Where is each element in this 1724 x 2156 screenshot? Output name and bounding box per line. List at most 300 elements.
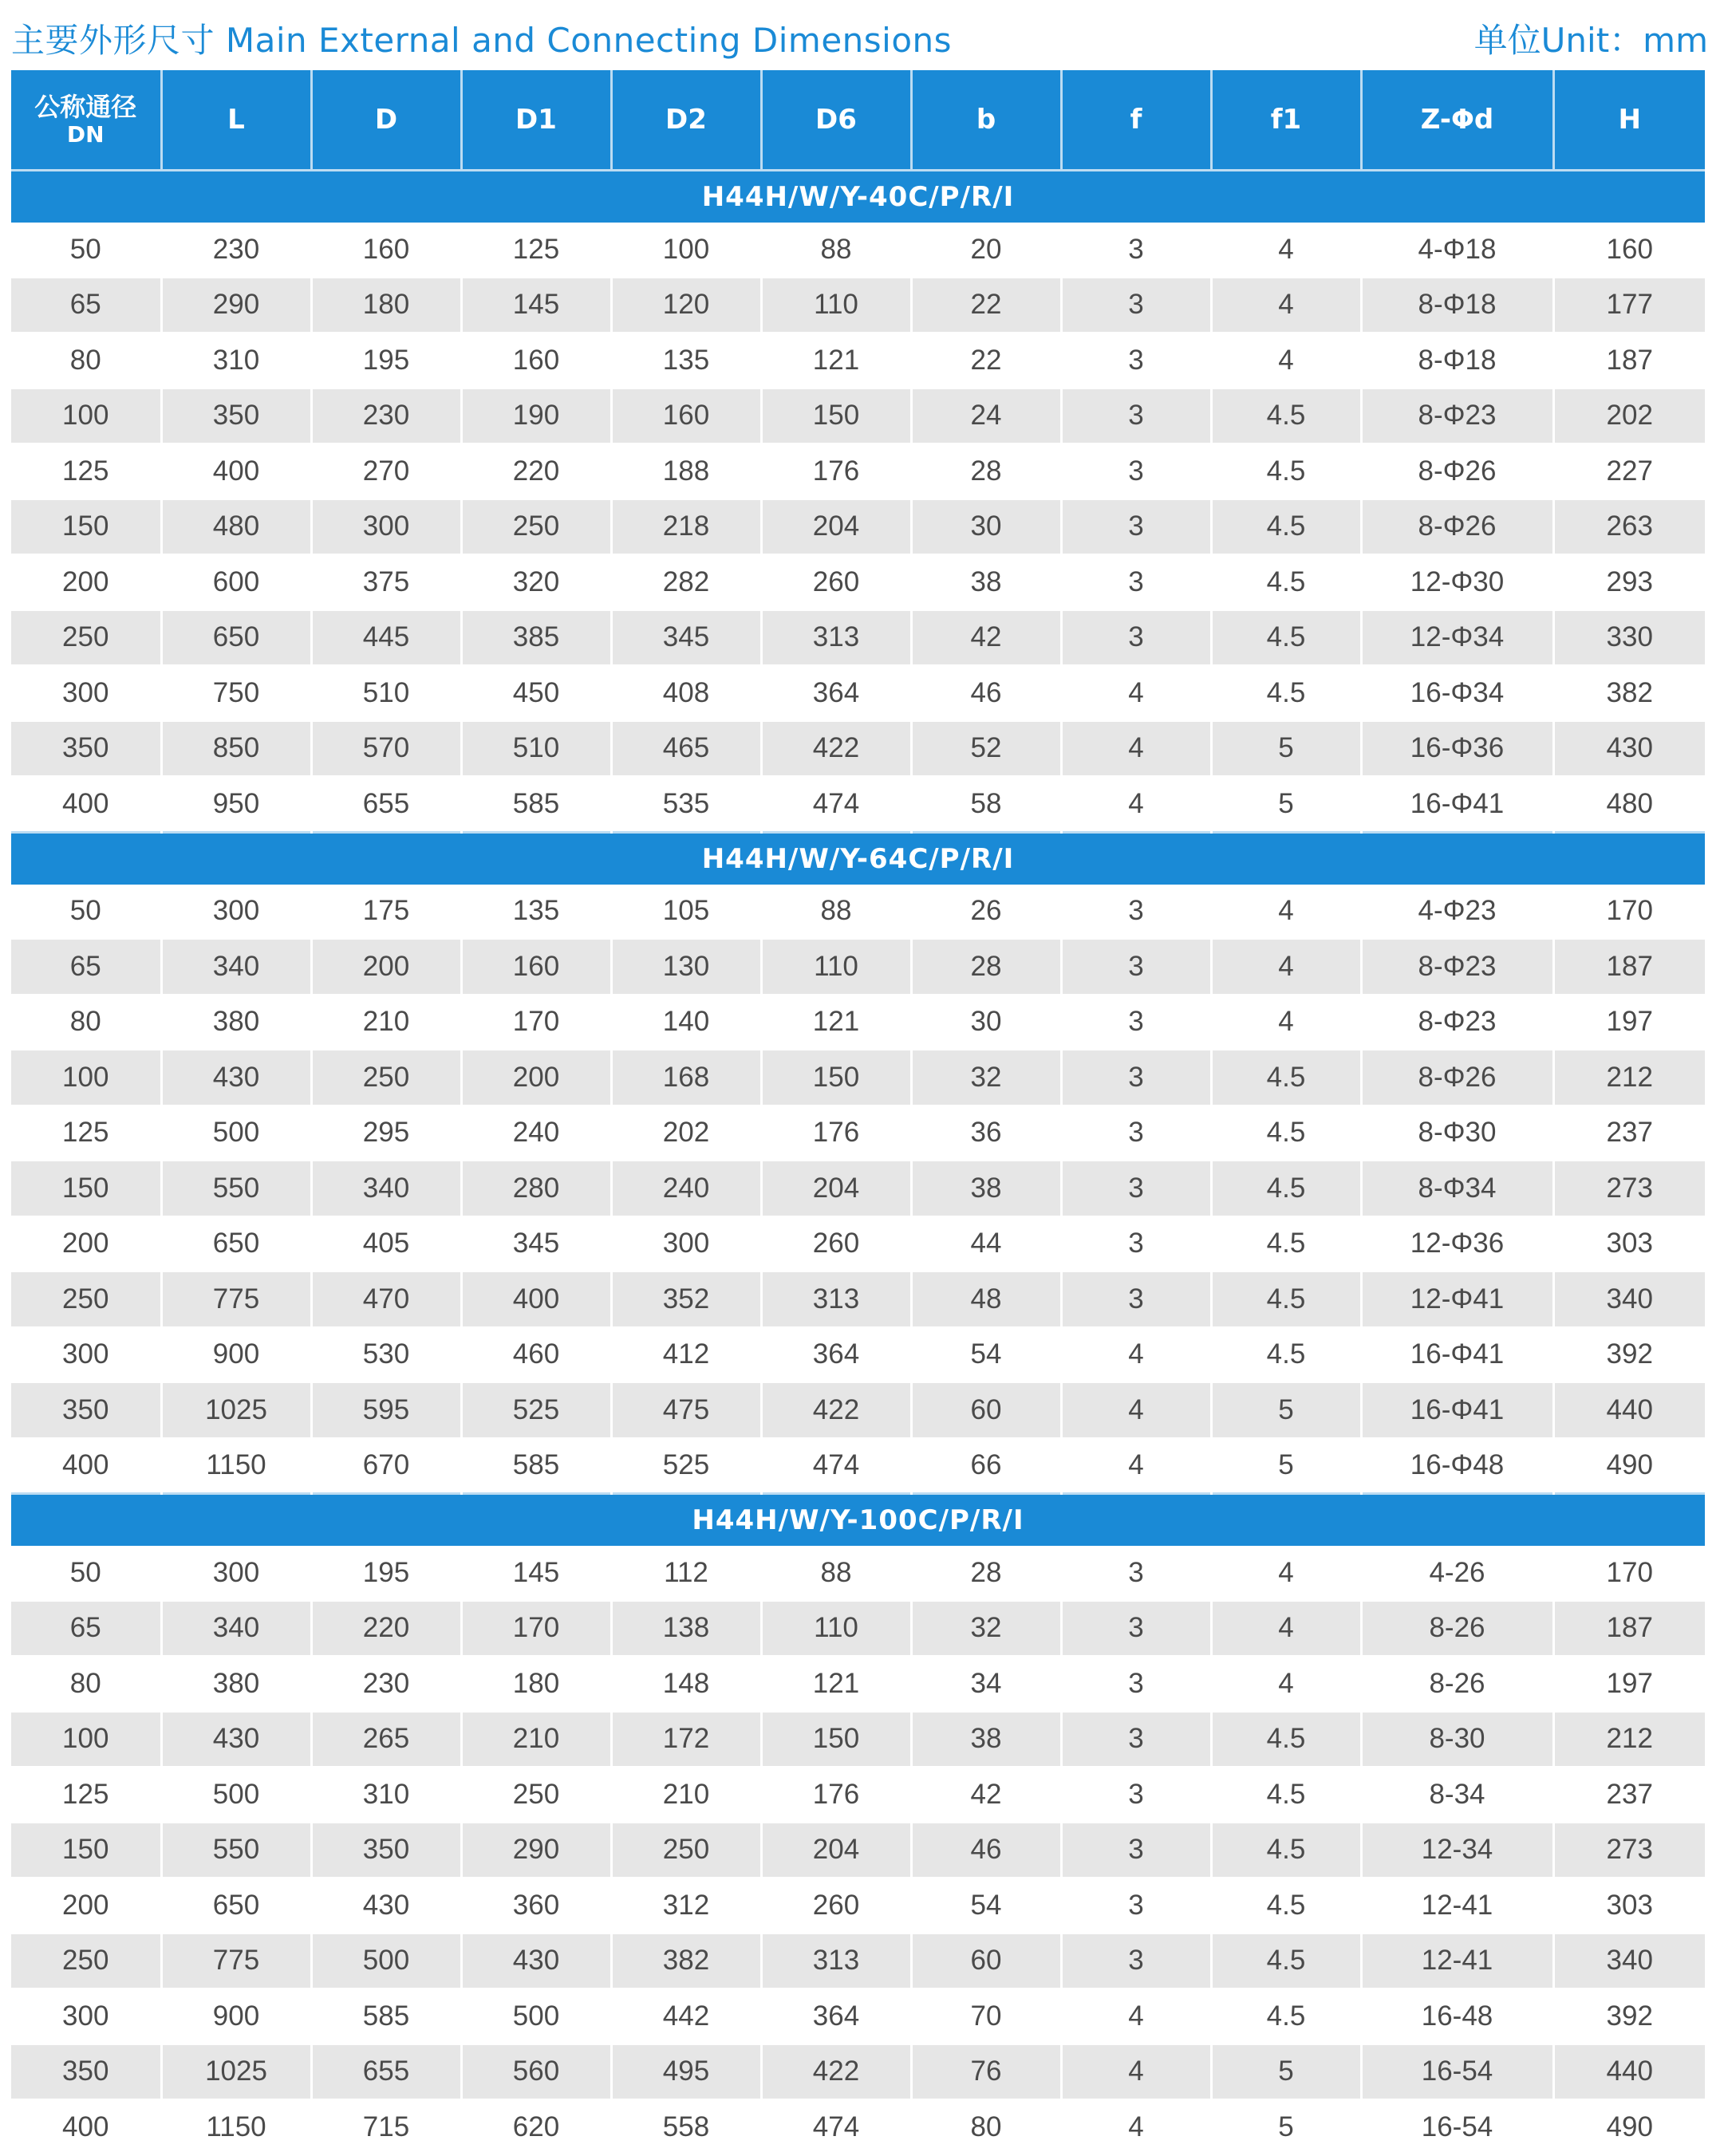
- table-cell: 187: [1553, 333, 1705, 388]
- table-cell: 204: [761, 1823, 911, 1878]
- table-cell: 380: [161, 1656, 311, 1712]
- table-cell: 474: [761, 2099, 911, 2155]
- table-cell: 595: [311, 1382, 461, 1438]
- table-cell: 12-Φ36: [1361, 1216, 1553, 1272]
- table-cell: 65: [11, 939, 161, 995]
- table-cell: 3: [1061, 388, 1211, 444]
- table-cell: 80: [11, 1656, 161, 1712]
- table-row: [11, 1271, 1705, 1327]
- table-row: [11, 2044, 1705, 2100]
- table-cell: 16-Φ36: [1361, 721, 1553, 777]
- table-cell: 170: [1553, 1546, 1705, 1601]
- table-cell: 550: [161, 1161, 311, 1216]
- column-header-d: D: [311, 70, 461, 171]
- table-cell: 430: [161, 1712, 311, 1768]
- table-cell: 715: [311, 2099, 461, 2155]
- table-cell: 525: [611, 1438, 761, 1494]
- table-cell: 3: [1061, 554, 1211, 610]
- table-cell: 250: [11, 1933, 161, 1989]
- table-cell: 5: [1211, 721, 1361, 777]
- table-cell: 4: [1211, 333, 1361, 388]
- table-cell: 475: [611, 1382, 761, 1438]
- unit-label: 单位Unit：mm: [1473, 21, 1708, 60]
- table-cell: 125: [461, 223, 611, 278]
- table-cell: 300: [611, 1216, 761, 1272]
- table-cell: 170: [461, 1601, 611, 1657]
- group-title: H44H/W/Y-100C/P/R/I: [11, 1494, 1705, 1547]
- table-cell: 138: [611, 1601, 761, 1657]
- table-row: [11, 1656, 1705, 1712]
- table-cell: 76: [911, 2044, 1061, 2100]
- table-cell: 12-Φ30: [1361, 554, 1553, 610]
- table-cell: 273: [1553, 1823, 1705, 1878]
- table-cell: 145: [461, 1546, 611, 1601]
- table-cell: 52: [911, 721, 1061, 777]
- table-cell: 200: [11, 1878, 161, 1933]
- table-cell: 350: [311, 1823, 461, 1878]
- table-cell: 400: [161, 443, 311, 499]
- table-cell: 160: [1553, 223, 1705, 278]
- table-cell: 176: [761, 1106, 911, 1161]
- table-cell: 16-Φ34: [1361, 665, 1553, 721]
- table-cell: 495: [611, 2044, 761, 2100]
- table-row: [11, 388, 1705, 444]
- table-cell: 4: [1211, 1546, 1361, 1601]
- table-cell: 4.5: [1211, 1327, 1361, 1383]
- table-cell: 42: [911, 1767, 1061, 1823]
- table-cell: 4: [1211, 1656, 1361, 1712]
- table-cell: 88: [761, 885, 911, 940]
- table-row: [11, 443, 1705, 499]
- table-cell: 480: [1553, 776, 1705, 832]
- table-cell: 38: [911, 1712, 1061, 1768]
- table-cell: 655: [311, 776, 461, 832]
- table-row: [11, 1767, 1705, 1823]
- table-cell: 3: [1061, 1767, 1211, 1823]
- table-cell: 490: [1553, 1438, 1705, 1494]
- table-cell: 148: [611, 1656, 761, 1712]
- table-cell: 950: [161, 776, 311, 832]
- table-cell: 400: [461, 1271, 611, 1327]
- table-cell: 4: [1211, 223, 1361, 278]
- table-cell: 350: [11, 721, 161, 777]
- table-cell: 3: [1061, 1712, 1211, 1768]
- column-header-dn-en: DN: [66, 121, 105, 148]
- table-cell: 16-54: [1361, 2099, 1553, 2155]
- table-cell: 460: [461, 1327, 611, 1383]
- group-header-row: [11, 171, 1705, 223]
- table-row: [11, 665, 1705, 721]
- table-cell: 135: [461, 885, 611, 940]
- table-cell: 352: [611, 1271, 761, 1327]
- table-cell: 4-Φ18: [1361, 223, 1553, 278]
- table-cell: 558: [611, 2099, 761, 2155]
- table-cell: 120: [611, 278, 761, 333]
- table-cell: 4.5: [1211, 1933, 1361, 1989]
- table-cell: 175: [311, 885, 461, 940]
- table-cell: 4-Φ23: [1361, 885, 1553, 940]
- table-cell: 112: [611, 1546, 761, 1601]
- table-cell: 422: [761, 1382, 911, 1438]
- table-cell: 392: [1553, 1327, 1705, 1383]
- table-row: [11, 1161, 1705, 1216]
- table-cell: 3: [1061, 1271, 1211, 1327]
- table-cell: 3: [1061, 1878, 1211, 1933]
- table-cell: 12-41: [1361, 1933, 1553, 1989]
- table-cell: 312: [611, 1878, 761, 1933]
- table-cell: 65: [11, 1601, 161, 1657]
- table-cell: 121: [761, 995, 911, 1050]
- table-cell: 110: [761, 1601, 911, 1657]
- table-cell: 8-Φ26: [1361, 443, 1553, 499]
- table-cell: 204: [761, 499, 911, 555]
- table-cell: 38: [911, 1161, 1061, 1216]
- column-header-f: f: [1061, 70, 1211, 171]
- table-cell: 58: [911, 776, 1061, 832]
- table-cell: 42: [911, 610, 1061, 666]
- table-cell: 3: [1061, 1601, 1211, 1657]
- table-row: [11, 885, 1705, 940]
- table-cell: 230: [311, 1656, 461, 1712]
- table-cell: 530: [311, 1327, 461, 1383]
- table-cell: 8-Φ26: [1361, 1050, 1553, 1106]
- table-cell: 1025: [161, 2044, 311, 2100]
- table-cell: 150: [761, 388, 911, 444]
- table-cell: 5: [1211, 1438, 1361, 1494]
- table-cell: 135: [611, 333, 761, 388]
- page-title: 主要外形尺寸 Main External and Connecting Dimensions: [11, 21, 953, 60]
- table-cell: 350: [161, 388, 311, 444]
- table-cell: 150: [11, 1823, 161, 1878]
- table-cell: 3: [1061, 1050, 1211, 1106]
- table-cell: 80: [11, 333, 161, 388]
- table-cell: 250: [11, 1271, 161, 1327]
- table-cell: 303: [1553, 1216, 1705, 1272]
- table-cell: 300: [161, 885, 311, 940]
- table-cell: 430: [161, 1050, 311, 1106]
- table-cell: 620: [461, 2099, 611, 2155]
- table-cell: 650: [161, 1216, 311, 1272]
- table-cell: 202: [611, 1106, 761, 1161]
- table-header-row: [11, 70, 1705, 171]
- table-cell: 65: [11, 278, 161, 333]
- table-cell: 4: [1211, 278, 1361, 333]
- table-cell: 180: [461, 1656, 611, 1712]
- table-cell: 44: [911, 1216, 1061, 1272]
- table-cell: 500: [311, 1933, 461, 1989]
- table-cell: 500: [161, 1106, 311, 1161]
- table-row: [11, 1601, 1705, 1657]
- table-cell: 250: [11, 610, 161, 666]
- table-row: [11, 223, 1705, 278]
- table-cell: 36: [911, 1106, 1061, 1161]
- table-cell: 750: [161, 665, 311, 721]
- table-row: [11, 1823, 1705, 1878]
- table-cell: 3: [1061, 995, 1211, 1050]
- table-row: [11, 1933, 1705, 1989]
- table-cell: 440: [1553, 1382, 1705, 1438]
- table-cell: 32: [911, 1601, 1061, 1657]
- table-cell: 200: [11, 1216, 161, 1272]
- table-cell: 570: [311, 721, 461, 777]
- column-header-b: b: [911, 70, 1061, 171]
- table-cell: 290: [461, 1823, 611, 1878]
- table-cell: 220: [311, 1601, 461, 1657]
- table-cell: 364: [761, 1988, 911, 2044]
- group-title: H44H/W/Y-40C/P/R/I: [11, 171, 1705, 223]
- table-cell: 202: [1553, 388, 1705, 444]
- table-cell: 474: [761, 776, 911, 832]
- table-cell: 12-Φ41: [1361, 1271, 1553, 1327]
- column-header-d1: D1: [461, 70, 611, 171]
- table-cell: 220: [461, 443, 611, 499]
- table-cell: 445: [311, 610, 461, 666]
- column-header-dn: [11, 70, 161, 171]
- table-cell: 375: [311, 554, 461, 610]
- table-cell: 3: [1061, 1933, 1211, 1989]
- table-cell: 430: [461, 1933, 611, 1989]
- table-cell: 16-48: [1361, 1988, 1553, 2044]
- table-row: [11, 721, 1705, 777]
- table-cell: 150: [761, 1050, 911, 1106]
- table-cell: 46: [911, 1823, 1061, 1878]
- table-cell: 364: [761, 665, 911, 721]
- table-cell: 121: [761, 333, 911, 388]
- dimensions-table: [11, 70, 1705, 2156]
- table-cell: 200: [11, 554, 161, 610]
- table-cell: 230: [161, 223, 311, 278]
- table-cell: 188: [611, 443, 761, 499]
- table-cell: 295: [311, 1106, 461, 1161]
- table-cell: 900: [161, 1327, 311, 1383]
- table-cell: 54: [911, 1878, 1061, 1933]
- table-cell: 30: [911, 995, 1061, 1050]
- table-cell: 24: [911, 388, 1061, 444]
- table-cell: 160: [611, 388, 761, 444]
- table-cell: 100: [11, 1712, 161, 1768]
- table-cell: 510: [461, 721, 611, 777]
- table-cell: 150: [11, 1161, 161, 1216]
- table-cell: 4: [1061, 721, 1211, 777]
- table-cell: 4.5: [1211, 665, 1361, 721]
- table-cell: 160: [311, 223, 461, 278]
- table-cell: 535: [611, 776, 761, 832]
- table-cell: 850: [161, 721, 311, 777]
- table-cell: 3: [1061, 333, 1211, 388]
- table-cell: 250: [461, 499, 611, 555]
- table-cell: 345: [611, 610, 761, 666]
- table-cell: 172: [611, 1712, 761, 1768]
- column-header-f1: f1: [1211, 70, 1361, 171]
- table-row: [11, 2099, 1705, 2155]
- table-cell: 22: [911, 278, 1061, 333]
- table-row: [11, 1106, 1705, 1161]
- table-cell: 320: [461, 554, 611, 610]
- table-row: [11, 776, 1705, 832]
- table-cell: 4.5: [1211, 388, 1361, 444]
- table-cell: 3: [1061, 1656, 1211, 1712]
- table-cell: 293: [1553, 554, 1705, 610]
- table-cell: 50: [11, 1546, 161, 1601]
- table-row: [11, 939, 1705, 995]
- table-cell: 1025: [161, 1382, 311, 1438]
- table-cell: 240: [611, 1161, 761, 1216]
- table-cell: 4: [1211, 1601, 1361, 1657]
- table-cell: 8-Φ23: [1361, 939, 1553, 995]
- table-cell: 290: [161, 278, 311, 333]
- table-cell: 3: [1061, 223, 1211, 278]
- table-cell: 3: [1061, 1106, 1211, 1161]
- table-row: [11, 499, 1705, 555]
- table-cell: 300: [11, 1988, 161, 2044]
- table-cell: 282: [611, 554, 761, 610]
- table-cell: 400: [11, 776, 161, 832]
- table-cell: 3: [1061, 1216, 1211, 1272]
- table-cell: 88: [761, 1546, 911, 1601]
- table-cell: 32: [911, 1050, 1061, 1106]
- table-cell: 187: [1553, 939, 1705, 995]
- table-cell: 4-26: [1361, 1546, 1553, 1601]
- table-cell: 1150: [161, 1438, 311, 1494]
- table-cell: 4.5: [1211, 1216, 1361, 1272]
- table-cell: 412: [611, 1327, 761, 1383]
- table-cell: 230: [311, 388, 461, 444]
- table-cell: 1150: [161, 2099, 311, 2155]
- table-cell: 54: [911, 1327, 1061, 1383]
- table-cell: 340: [1553, 1933, 1705, 1989]
- table-cell: 3: [1061, 499, 1211, 555]
- table-cell: 340: [311, 1161, 461, 1216]
- table-cell: 8-26: [1361, 1601, 1553, 1657]
- table-cell: 100: [11, 388, 161, 444]
- table-cell: 190: [461, 388, 611, 444]
- table-cell: 250: [461, 1767, 611, 1823]
- table-row: [11, 1050, 1705, 1106]
- table-cell: 70: [911, 1988, 1061, 2044]
- table-cell: 310: [311, 1767, 461, 1823]
- table-cell: 212: [1553, 1712, 1705, 1768]
- table-cell: 4: [1061, 1988, 1211, 2044]
- table-cell: 385: [461, 610, 611, 666]
- table-cell: 364: [761, 1327, 911, 1383]
- table-cell: 313: [761, 610, 911, 666]
- table-cell: 360: [461, 1878, 611, 1933]
- table-cell: 382: [1553, 665, 1705, 721]
- table-cell: 340: [161, 1601, 311, 1657]
- table-cell: 16-54: [1361, 2044, 1553, 2100]
- column-header-z-d: Z-Φd: [1361, 70, 1553, 171]
- table-cell: 176: [761, 443, 911, 499]
- table-cell: 168: [611, 1050, 761, 1106]
- table-cell: 88: [761, 223, 911, 278]
- table-cell: 195: [311, 1546, 461, 1601]
- table-cell: 585: [461, 776, 611, 832]
- table-cell: 140: [611, 995, 761, 1050]
- table-cell: 310: [161, 333, 311, 388]
- table-cell: 195: [311, 333, 461, 388]
- table-cell: 775: [161, 1271, 311, 1327]
- table-cell: 260: [761, 1878, 911, 1933]
- table-cell: 12-34: [1361, 1823, 1553, 1878]
- table-cell: 3: [1061, 939, 1211, 995]
- column-header-d2: D2: [611, 70, 761, 171]
- table-cell: 176: [761, 1767, 911, 1823]
- table-cell: 5: [1211, 776, 1361, 832]
- table-cell: 260: [761, 554, 911, 610]
- table-cell: 430: [1553, 721, 1705, 777]
- table-cell: 300: [161, 1546, 311, 1601]
- column-header-l: L: [161, 70, 311, 171]
- table-cell: 210: [311, 995, 461, 1050]
- column-header-h: H: [1553, 70, 1705, 171]
- table-cell: 5: [1211, 1382, 1361, 1438]
- group-header-row: [11, 832, 1705, 885]
- table-cell: 200: [461, 1050, 611, 1106]
- table-cell: 3: [1061, 885, 1211, 940]
- table-cell: 263: [1553, 499, 1705, 555]
- table-row: [11, 278, 1705, 333]
- table-cell: 273: [1553, 1161, 1705, 1216]
- table-cell: 480: [161, 499, 311, 555]
- table-cell: 210: [611, 1767, 761, 1823]
- table-cell: 303: [1553, 1878, 1705, 1933]
- table-cell: 3: [1061, 610, 1211, 666]
- table-cell: 490: [1553, 2099, 1705, 2155]
- table-cell: 330: [1553, 610, 1705, 666]
- table-cell: 4.5: [1211, 1050, 1361, 1106]
- table-cell: 48: [911, 1271, 1061, 1327]
- table-cell: 4.5: [1211, 1712, 1361, 1768]
- table-cell: 28: [911, 443, 1061, 499]
- table-cell: 170: [1553, 885, 1705, 940]
- table-cell: 400: [11, 1438, 161, 1494]
- table-row: [11, 333, 1705, 388]
- table-cell: 210: [461, 1712, 611, 1768]
- table-cell: 650: [161, 610, 311, 666]
- table-cell: 4: [1061, 2099, 1211, 2155]
- table-cell: 560: [461, 2044, 611, 2100]
- table-cell: 145: [461, 278, 611, 333]
- table-cell: 8-Φ30: [1361, 1106, 1553, 1161]
- table-cell: 22: [911, 333, 1061, 388]
- table-cell: 28: [911, 1546, 1061, 1601]
- table-cell: 4.5: [1211, 499, 1361, 555]
- table-cell: 350: [11, 1382, 161, 1438]
- table-cell: 585: [461, 1438, 611, 1494]
- table-cell: 8-Φ18: [1361, 333, 1553, 388]
- table-cell: 500: [461, 1988, 611, 2044]
- table-cell: 265: [311, 1712, 461, 1768]
- table-cell: 340: [161, 939, 311, 995]
- table-cell: 4.5: [1211, 1161, 1361, 1216]
- table-cell: 500: [161, 1767, 311, 1823]
- table-cell: 16-Φ48: [1361, 1438, 1553, 1494]
- table-cell: 585: [311, 1988, 461, 2044]
- table-cell: 50: [11, 885, 161, 940]
- table-cell: 400: [11, 2099, 161, 2155]
- table-cell: 3: [1061, 443, 1211, 499]
- table-cell: 4: [1211, 939, 1361, 995]
- table-cell: 4: [1211, 995, 1361, 1050]
- table-cell: 4: [1061, 1438, 1211, 1494]
- table-cell: 16-Φ41: [1361, 1327, 1553, 1383]
- table-cell: 12-Φ34: [1361, 610, 1553, 666]
- table-cell: 3: [1061, 278, 1211, 333]
- table-cell: 60: [911, 1933, 1061, 1989]
- table-cell: 4.5: [1211, 1271, 1361, 1327]
- table-row: [11, 1546, 1705, 1601]
- table-cell: 4.5: [1211, 1823, 1361, 1878]
